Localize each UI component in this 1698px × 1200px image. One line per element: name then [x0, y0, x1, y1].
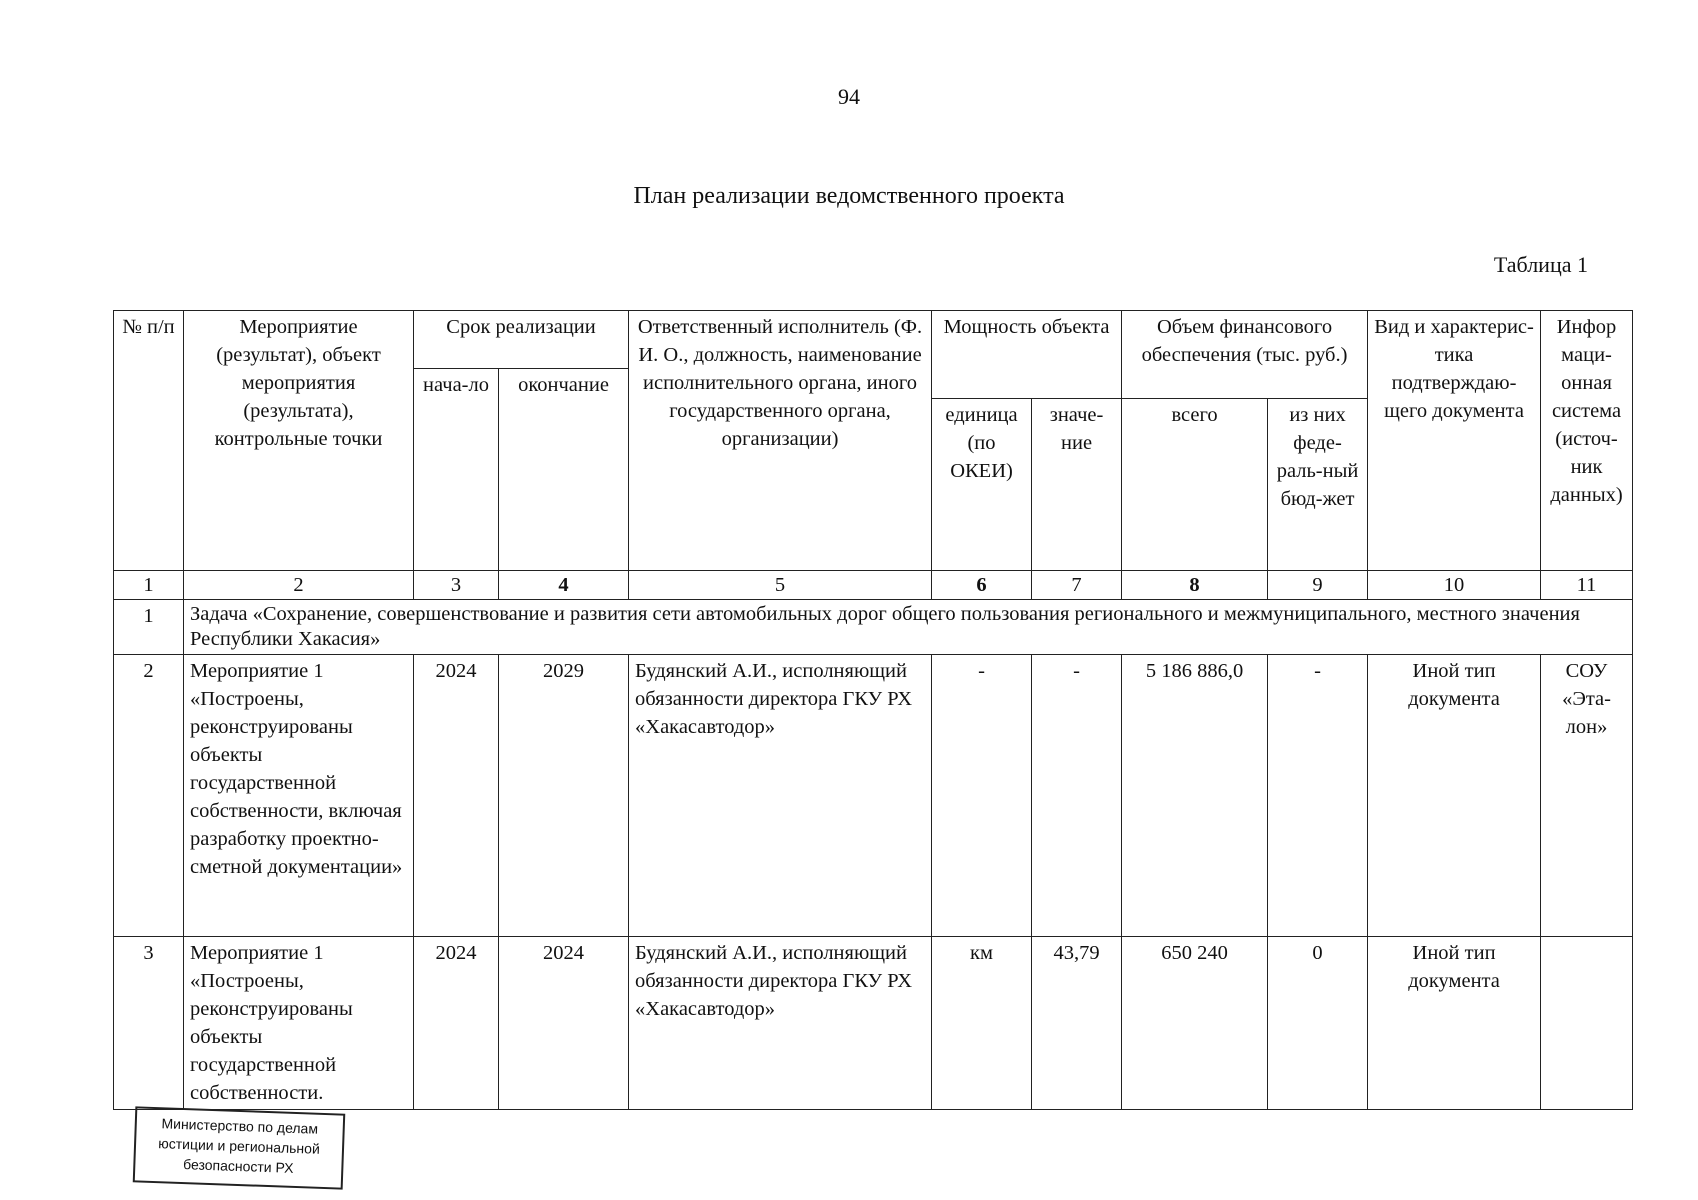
row-activity: Мероприятие 1 «Построены, реконструированы объекты государственной собственности, включая разработку проектно-сметной документации» — [184, 655, 414, 937]
column-number-row — [114, 571, 1633, 600]
row-num: 2 — [114, 655, 184, 937]
stamp-line: Министерство по делам — [161, 1115, 319, 1137]
header-finance-total: всего — [1122, 399, 1268, 571]
column-number: 8 — [1122, 571, 1268, 600]
ministry-stamp — [133, 1106, 346, 1189]
table-row — [114, 937, 1633, 1110]
stamp-line: безопасности РХ — [182, 1156, 294, 1176]
page-number: 94 — [838, 84, 860, 109]
row-start-year: 2024 — [414, 937, 499, 1110]
header-capacity: Мощность объекта — [932, 311, 1122, 399]
task-row — [114, 600, 1633, 655]
column-number: 1 — [114, 571, 184, 600]
header-num: № п/п — [114, 311, 184, 571]
column-number: 4 — [499, 571, 629, 600]
row-num: 3 — [114, 937, 184, 1110]
column-number: 7 — [1032, 571, 1122, 600]
column-number: 9 — [1268, 571, 1368, 600]
stamp-line: юстиции и региональной — [158, 1135, 321, 1157]
header-info-system: Инфор маци-онная система (источ-ник данных) — [1541, 311, 1633, 571]
column-number: 6 — [932, 571, 1032, 600]
header-term-end: окончание — [499, 369, 629, 571]
table-row — [114, 655, 1633, 937]
header-executor: Ответственный исполнитель (Ф. И. О., должность, наименование исполнительного органа, иного государственного органа, организации) — [629, 311, 932, 571]
row-end-year: 2024 — [499, 937, 629, 1110]
row-unit: - — [932, 655, 1032, 937]
header-term: Срок реализации — [414, 311, 629, 369]
table-caption: Таблица 1 — [1493, 252, 1588, 277]
row-finance-total: 5 186 886,0 — [1122, 655, 1268, 937]
page-title: План реализации ведомственного проекта — [633, 183, 1065, 209]
row-value: 43,79 — [1032, 937, 1122, 1110]
header-capacity-value: значе-ние — [1032, 399, 1122, 571]
row-doc-type: Иной тип документа — [1368, 937, 1541, 1110]
row-info-system: СОУ «Эта-лон» — [1541, 655, 1633, 937]
column-number: 5 — [629, 571, 932, 600]
column-number: 2 — [184, 571, 414, 600]
header-finance-federal: из них феде-раль-ный бюд-жет — [1268, 399, 1368, 571]
row-finance-federal: - — [1268, 655, 1368, 937]
header-activity: Мероприятие (результат), объект мероприятия (результата), контрольные точки — [184, 311, 414, 571]
row-finance-total: 650 240 — [1122, 937, 1268, 1110]
row-finance-federal: 0 — [1268, 937, 1368, 1110]
column-number: 11 — [1541, 571, 1633, 600]
row-doc-type: Иной тип документа — [1368, 655, 1541, 937]
row-activity: Мероприятие 1 «Построены, реконструированы объекты государственной собственности. — [184, 937, 414, 1110]
column-number: 3 — [414, 571, 499, 600]
row-unit: км — [932, 937, 1032, 1110]
header-term-start: нача-ло — [414, 369, 499, 571]
row-executor: Будянский А.И., исполняющий обязанности директора ГКУ РХ «Хакасавтодор» — [629, 655, 932, 937]
task-text: Задача «Сохранение, совершенствование и развития сети автомобильных дорог общего пользования регионального и межмуниципального, местного значения Республики Хакасия» — [184, 600, 1633, 655]
row-info-system — [1541, 937, 1633, 1110]
row-start-year: 2024 — [414, 655, 499, 937]
row-value: - — [1032, 655, 1122, 937]
task-num: 1 — [114, 600, 184, 655]
row-executor: Будянский А.И., исполняющий обязанности директора ГКУ РХ «Хакасавтодор» — [629, 937, 932, 1110]
implementation-plan-table — [113, 310, 1633, 1110]
header-finance: Объем финансового обеспечения (тыс. руб.) — [1122, 311, 1368, 399]
header-capacity-unit: единица (по ОКЕИ) — [932, 399, 1032, 571]
row-end-year: 2029 — [499, 655, 629, 937]
header-doc-type: Вид и характерис-тика подтверждаю-щего документа — [1368, 311, 1541, 571]
column-number: 10 — [1368, 571, 1541, 600]
